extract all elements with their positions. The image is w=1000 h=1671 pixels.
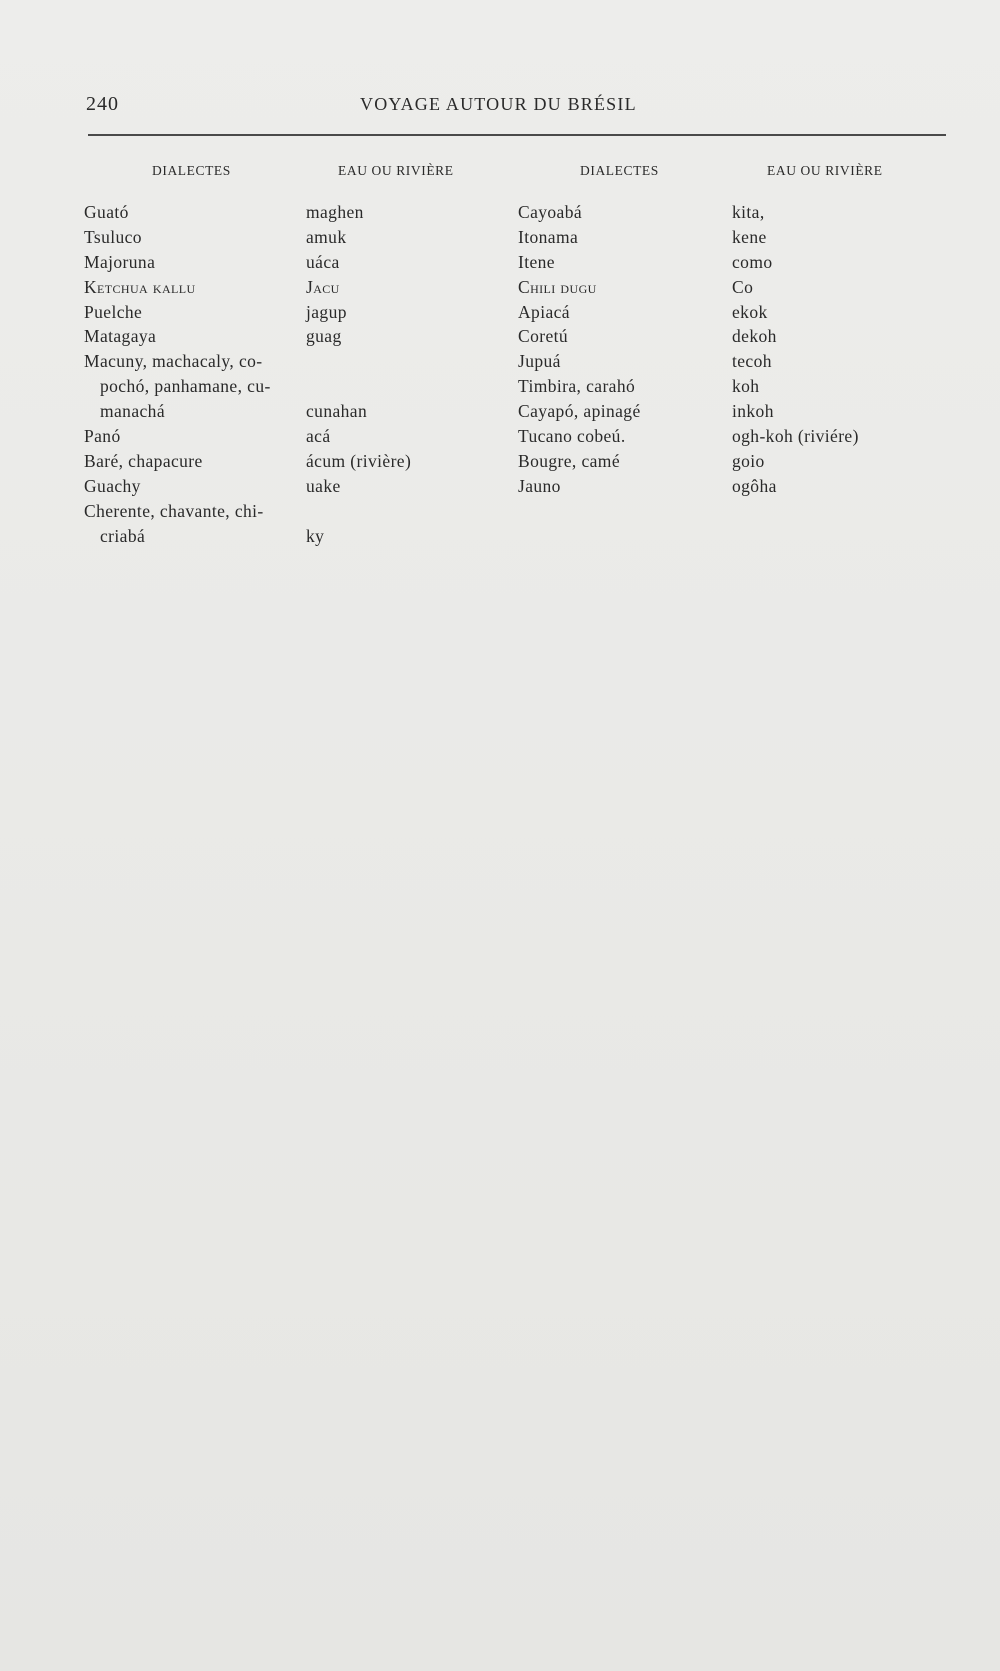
dialect-entry: Tucano cobeú.: [518, 426, 626, 447]
dialect-entry: Macuny, machacaly, co-: [84, 351, 263, 372]
water-word: como: [732, 251, 773, 272]
water-word: cunahan: [306, 401, 368, 422]
dialect-entry: Jupuá: [518, 351, 561, 372]
running-title: VOYAGE AUTOUR DU BRÉSIL: [360, 94, 637, 114]
dialect-entry: Guató: [84, 202, 129, 222]
blank-line: [306, 374, 411, 399]
water-word: ácum (rivière): [306, 450, 412, 471]
right-water-column: [732, 200, 859, 499]
dialect-entry: Cherente, chavante, chi-: [84, 500, 264, 521]
water-word: ogh-koh (riviére): [732, 426, 859, 447]
column-header-dialectes-right: DIALECTES: [580, 163, 659, 178]
dialect-entry: Matagaya: [84, 326, 157, 347]
dialect-entry: Ketchua kallu: [84, 276, 196, 297]
left-water-column: [306, 200, 411, 548]
dialect-entry: Chili dugu: [518, 276, 597, 297]
page-number: 240: [86, 93, 119, 115]
water-word: goio: [732, 450, 765, 471]
dialect-entry: Guachy: [84, 475, 141, 496]
column-header-eau-left: EAU OU RIVIÈRE: [338, 163, 454, 178]
water-word: jagup: [306, 301, 347, 322]
water-word: acá: [306, 426, 331, 447]
water-word: uake: [306, 475, 341, 496]
water-word: guag: [306, 326, 342, 347]
dialect-entry: Majoruna: [84, 251, 156, 272]
dialect-entry: Cayoabá: [518, 202, 583, 222]
dialect-entry: Cayapó, apinagé: [518, 401, 641, 422]
header-rule: [88, 134, 946, 136]
dialect-entry: Bougre, camé: [518, 450, 620, 471]
column-header-dialectes-left: DIALECTES: [152, 163, 231, 178]
water-word: dekoh: [732, 326, 777, 347]
water-word: Jacu: [306, 276, 340, 297]
right-dialects-column: [518, 200, 641, 499]
dialect-entry: Timbira, carahó: [518, 376, 636, 397]
dialect-entry: Itonama: [518, 226, 579, 247]
dialect-entry: Apiacá: [518, 301, 570, 322]
dialect-entry-continued: criabá: [100, 525, 146, 546]
left-dialects-column: [84, 200, 271, 548]
water-word: ogôha: [732, 475, 777, 496]
water-word: ekok: [732, 301, 768, 322]
dialect-entry: Baré, chapacure: [84, 450, 203, 471]
water-word: Co: [732, 276, 754, 297]
water-word: kene: [732, 226, 767, 247]
water-word: maghen: [306, 202, 364, 222]
dialect-entry-continued: pochó, panhamane, cu-: [100, 376, 271, 397]
dialect-entry: Tsuluco: [84, 226, 142, 247]
blank-line: [306, 349, 411, 374]
dialect-entry: Panó: [84, 426, 121, 447]
water-word: amuk: [306, 226, 347, 247]
water-word: tecoh: [732, 351, 772, 372]
dialect-entry: Itene: [518, 251, 555, 272]
blank-line: [306, 499, 411, 524]
water-word: inkoh: [732, 401, 774, 422]
dialect-entry: Jauno: [518, 475, 561, 496]
water-word: koh: [732, 376, 760, 397]
water-word: uáca: [306, 251, 340, 272]
dialect-entry: Puelche: [84, 301, 143, 322]
water-word: kita,: [732, 202, 765, 222]
column-header-eau-right: EAU OU RIVIÈRE: [767, 163, 883, 178]
dialect-entry: Coretú: [518, 326, 569, 347]
dialect-entry-continued: manachá: [100, 401, 165, 422]
water-word: ky: [306, 525, 325, 546]
